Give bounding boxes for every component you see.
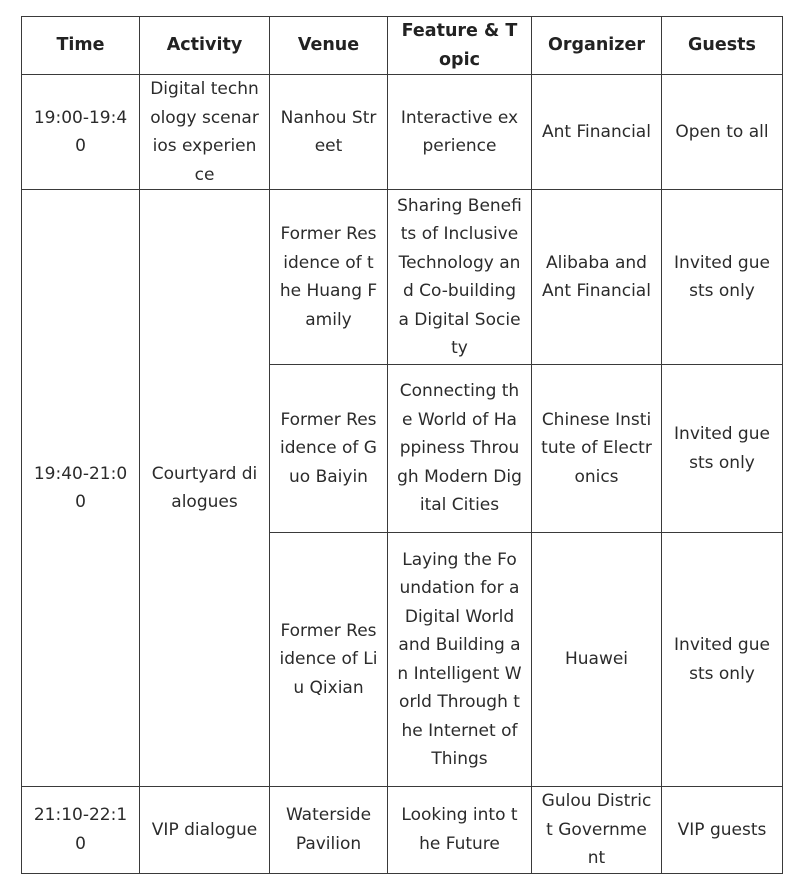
cell-time: 21:10-22:10 — [22, 787, 140, 874]
header-venue: Venue — [270, 17, 388, 75]
cell-guests: Invited guests only — [662, 533, 783, 787]
table-row — [22, 75, 783, 190]
cell-feature-topic: Connecting the World of Happiness Through Modern Digital Cities — [388, 365, 532, 533]
cell-organizer: Huawei — [532, 533, 662, 787]
cell-organizer: Gulou District Government — [532, 787, 662, 874]
cell-guests: Invited guests only — [662, 190, 783, 365]
header-time: Time — [22, 17, 140, 75]
table-row — [22, 787, 783, 874]
cell-activity: Digital technology scenarios experience — [140, 75, 270, 190]
cell-venue: Waterside Pavilion — [270, 787, 388, 874]
cell-feature-topic: Looking into the Future — [388, 787, 532, 874]
cell-organizer: Chinese Institute of Electronics — [532, 365, 662, 533]
header-organizer: Organizer — [532, 17, 662, 75]
cell-feature-topic: Laying the Foundation for a Digital World and Building an Intelligent World Through the Internet of Things — [388, 533, 532, 787]
cell-activity: Courtyard dialogues — [140, 190, 270, 787]
cell-organizer: Ant Financial — [532, 75, 662, 190]
cell-venue: Nanhou Street — [270, 75, 388, 190]
header-guests: Guests — [662, 17, 783, 75]
header-row — [22, 17, 783, 75]
cell-time: 19:00-19:40 — [22, 75, 140, 190]
cell-venue: Former Residence of Guo Baiyin — [270, 365, 388, 533]
header-feature-topic: Feature & Topic — [388, 17, 532, 75]
cell-organizer: Alibaba and Ant Financial — [532, 190, 662, 365]
cell-feature-topic: Sharing Benefits of Inclusive Technology and Co-building a Digital Society — [388, 190, 532, 365]
cell-activity: VIP dialogue — [140, 787, 270, 874]
cell-guests: Open to all — [662, 75, 783, 190]
cell-venue: Former Residence of Liu Qixian — [270, 533, 388, 787]
cell-time: 19:40-21:00 — [22, 190, 140, 787]
schedule-table — [21, 16, 783, 874]
cell-guests: Invited guests only — [662, 365, 783, 533]
header-activity: Activity — [140, 17, 270, 75]
cell-venue: Former Residence of the Huang Family — [270, 190, 388, 365]
table-row — [22, 190, 783, 365]
cell-feature-topic: Interactive experience — [388, 75, 532, 190]
cell-guests: VIP guests — [662, 787, 783, 874]
